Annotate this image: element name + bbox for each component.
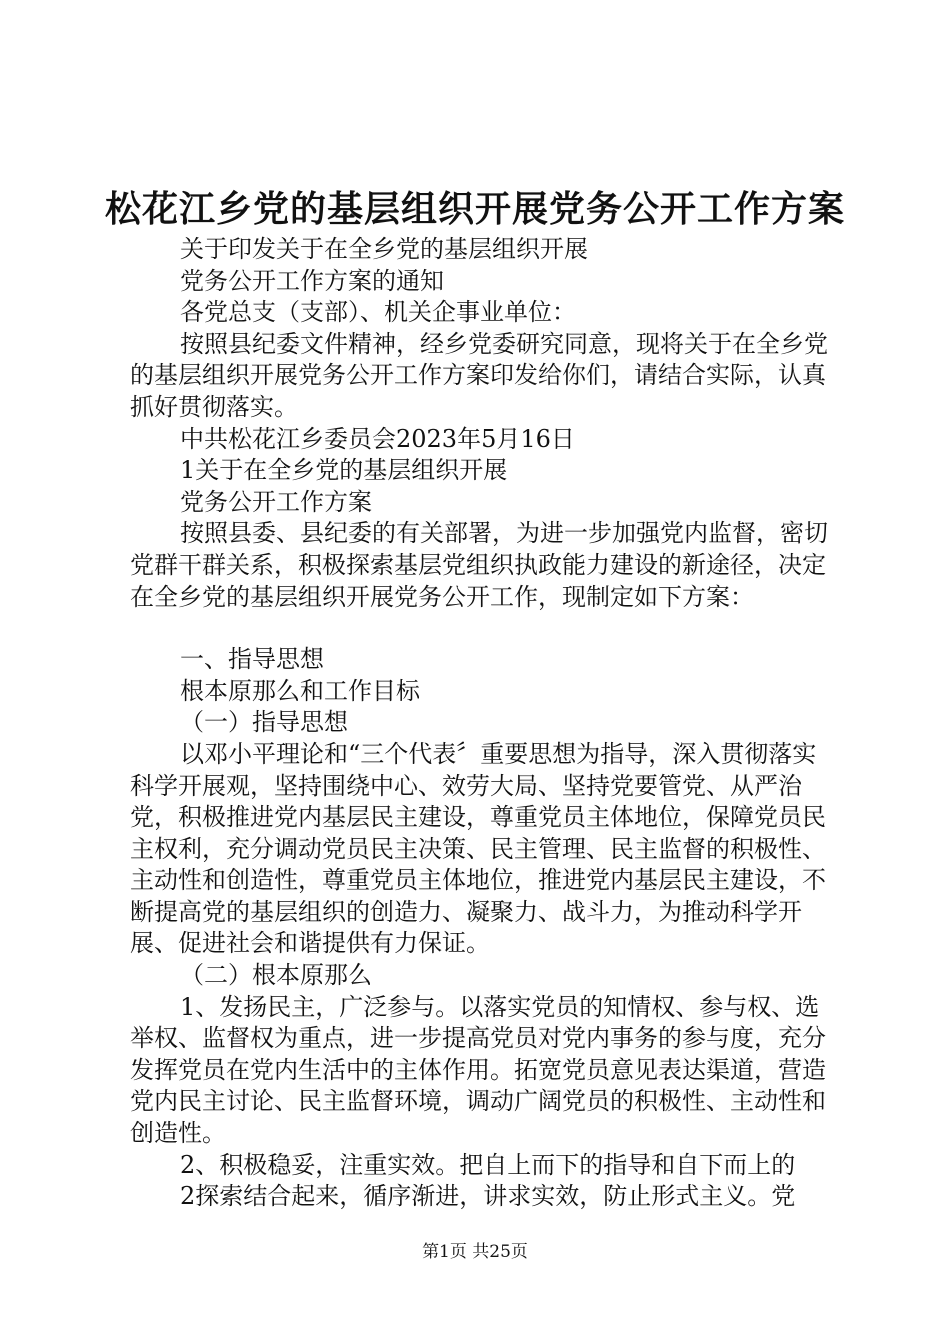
paragraph: 党务公开工作方案	[180, 487, 372, 516]
paragraph: 2、积极稳妥，注重实效。把自上而下的指导和自下而上的	[180, 1150, 796, 1179]
spacer	[130, 613, 830, 644]
paragraph: 1关于在全乡党的基层组织开展	[180, 456, 508, 485]
document-title: 松花江乡党的基层组织开展党务公开工作方案	[104, 188, 845, 230]
page-footer: 第1页 共25页	[422, 1242, 528, 1262]
document-body	[130, 234, 830, 1213]
subsection-heading: （一）指导思想	[180, 708, 348, 737]
paragraph: 1、发扬民主，广泛参与。以落实党员的知情权、参与权、选举权、监督权为重点，进一步提高党员对党内事务的参与度，充分发挥党员在党内生活中的主体作用。拓宽党员意见表达渠道，营造党内民主讨论、民主监督环境，调动广阔党员的积极性、主动性和创造性。	[130, 992, 826, 1148]
section-heading: 根本原那么和工作目标	[180, 676, 420, 705]
paragraph: 关于印发关于在全乡党的基层组织开展	[180, 235, 588, 263]
paragraph: 以邓小平理论和“三个代表〞重要思想为指导，深入贯彻落实科学开展观，坚持围绕中心、效劳大局、坚持党要管党、从严治党，积极推进党内基层民主建设，尊重党员主体地位，保障党员民主权利，充分调动党员民主决策、民主管理、民主监督的积极性、主动性和创造性，尊重党员主体地位，推进党内基层民主建设，不断提高党的基层组织的创造力、凝聚力、战斗力，为推动科学开展、促进社会和谐提供有力保证。	[130, 739, 826, 958]
paragraph: 按照县纪委文件精神，经乡党委研究同意，现将关于在全乡党的基层组织开展党务公开工作方案印发给你们，请结合实际，认真抓好贯彻落实。	[130, 329, 828, 421]
paragraph: 中共松花江乡委员会2023年5月16日	[180, 424, 575, 453]
section-heading: 一、指导思想	[180, 645, 324, 674]
paragraph: 2探索结合起来，循序渐进，讲求实效，防止形式主义。党	[180, 1182, 796, 1211]
subsection-heading: （二）根本原那么	[180, 961, 372, 990]
paragraph: 各党总支（支部）、机关企事业单位：	[180, 298, 576, 327]
paragraph: 党务公开工作方案的通知	[180, 266, 444, 295]
paragraph: 按照县委、县纪委的有关部署，为进一步加强党内监督，密切党群干群关系，积极探索基层党组织执政能力建设的新途径，决定在全乡党的基层组织开展党务公开工作，现制定如下方案：	[130, 519, 828, 611]
